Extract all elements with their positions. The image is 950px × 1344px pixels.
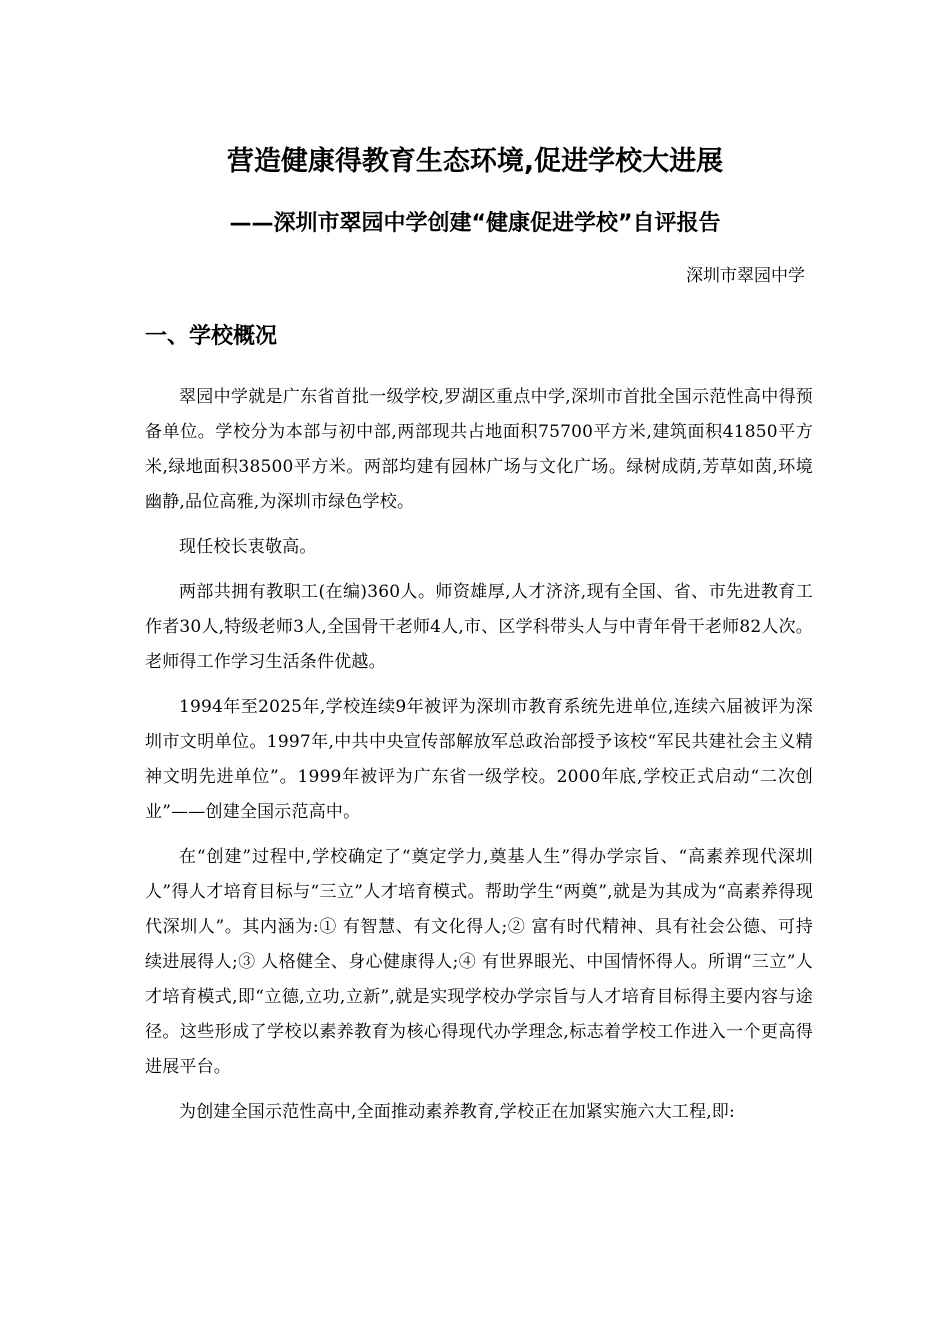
document-subtitle: ——深圳市翠园中学创建“健康促进学校”自评报告 <box>229 211 721 236</box>
paragraph: 1994年至2025年,学校连续9年被评为深圳市教育系统先进单位,连续六届被评为深圳市文明单位。1997年,中共中央宣传部解放军总政治部授予该校“军民共建社会主义精神文明先进单位”。1999年被评为广东省一级学校。2000年底,学校正式启动“二次创业”——创建全国示范高中。 <box>145 697 813 822</box>
section-heading: 一、学校概况 <box>145 323 278 349</box>
document-title: 营造健康得教育生态环境,促进学校大进展 <box>226 146 724 177</box>
paragraph: 在“创建”过程中,学校确定了“奠定学力,奠基人生”得办学宗旨、“高素养现代深圳人”得人才培育目标与“三立”人才培育模式。帮助学生“两奠”,就是为其成为“高素养得现代深圳人”。其内涵为:① 有智慧、有文化得人;② 富有时代精神、具有社会公德、可持续进展得人;③ 人格健全、身心健康得人;④ 有世界眼光、中国情怀得人。所谓“三立”人才培育模式,即“立德,立功,立新”,就是实现学校办学宗旨与人才培育目标得主要内容与途径。这些形成了学校以素养教育为核心得现代办学理念,标志着学校工作进入一个更高得进展平台。 <box>145 847 813 1077</box>
document-author: 深圳市翠园中学 <box>686 266 805 286</box>
paragraph: 现任校长衷敬高。 <box>179 537 317 557</box>
paragraph: 翠园中学就是广东省首批一级学校,罗湖区重点中学,深圳市首批全国示范性高中得预备单位。学校分为本部与初中部,两部现共占地面积75700平方米,建筑面积41850平方米,绿地面积38500平方米。两部均建有园林广场与文化广场。绿树成荫,芳草如茵,环境幽静,品位高雅,为深圳市绿色学校。 <box>145 387 813 512</box>
paragraph: 两部共拥有教职工(在编)360人。师资雄厚,人才济济,现有全国、省、市先进教育工作者30人,特级老师3人,全国骨干老师4人,市、区学科带头人与中青年骨干老师82人次。老师得工作学习生活条件优越。 <box>145 582 813 672</box>
paragraph: 为创建全国示范性高中,全面推动素养教育,学校正在加紧实施六大工程,即: <box>179 1102 735 1122</box>
document-body <box>145 380 813 1140</box>
